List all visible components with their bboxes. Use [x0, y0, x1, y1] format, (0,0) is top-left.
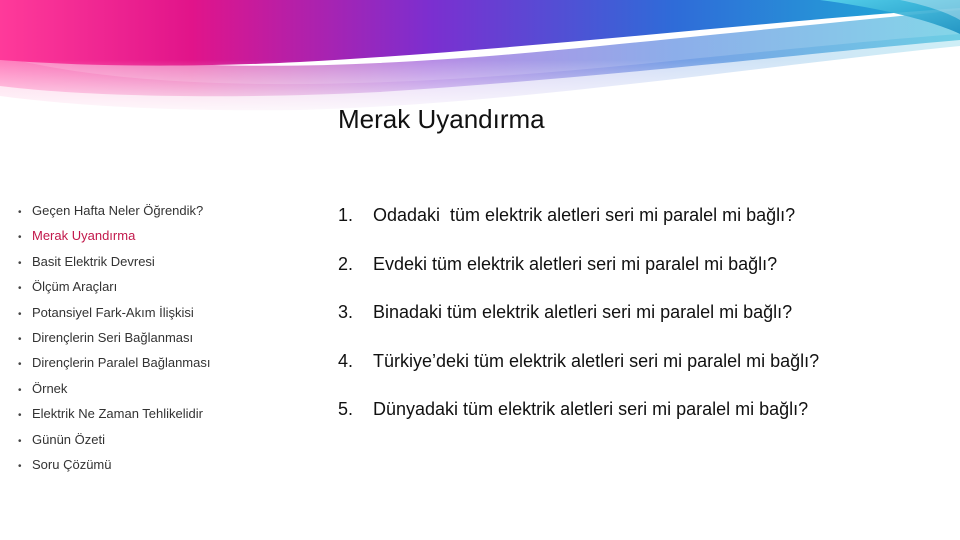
question-number: 1.: [338, 205, 354, 225]
agenda-item-label: Merak Uyandırma: [32, 228, 136, 244]
bullet-icon: •: [18, 384, 22, 396]
agenda-item: [18, 300, 318, 325]
question-text: Dünyadaki tüm elektrik aletleri seri mi paralel mi bağlı?: [373, 399, 809, 419]
question-text: Türkiye’deki tüm elektrik aletleri seri mi paralel mi bağlı?: [373, 350, 820, 371]
bullet-icon: •: [18, 410, 22, 422]
agenda-item: [18, 223, 318, 248]
question-number: 4.: [338, 350, 354, 371]
question-item: [338, 293, 948, 342]
agenda-item-label: Elektrik Ne Zaman Tehlikelidir: [32, 406, 203, 422]
agenda-item-label: Günün Özeti: [32, 431, 105, 447]
bullet-icon: •: [18, 283, 22, 295]
agenda-list: [18, 198, 318, 477]
question-text: Evdeki tüm elektrik aletleri seri mi paralel mi bağlı?: [373, 253, 778, 274]
agenda-item: [18, 452, 318, 477]
agenda-item: [18, 249, 318, 274]
bullet-icon: •: [18, 257, 22, 269]
question-text: Binadaki tüm elektrik aletleri seri mi paralel mi bağlı?: [373, 302, 793, 322]
agenda-item-label: Dirençlerin Paralel Bağlanması: [32, 355, 211, 371]
question-item: [338, 196, 948, 245]
question-text: Odadaki tüm elektrik aletleri seri mi paralel mi bağlı?: [373, 205, 796, 225]
question-number: 5.: [338, 399, 354, 419]
agenda-item: [18, 401, 318, 426]
agenda-item-label: Potansiyel Fark-Akım İlişkisi: [32, 304, 194, 320]
agenda-item-label: Soru Çözümü: [32, 456, 112, 472]
agenda-item: [18, 376, 318, 401]
agenda-item-label: Örnek: [32, 380, 68, 396]
agenda-item: [18, 427, 318, 452]
slide-title: Merak Uyandırma: [338, 104, 545, 134]
agenda-item: [18, 274, 318, 299]
decorative-color-band: [0, 0, 960, 120]
agenda-item-label: Basit Elektrik Devresi: [32, 253, 155, 269]
bullet-icon: •: [18, 435, 22, 447]
question-number: 2.: [338, 253, 354, 274]
agenda-item-label: Dirençlerin Seri Bağlanması: [32, 329, 194, 345]
bullet-icon: •: [18, 308, 22, 320]
agenda-item-label: Geçen Hafta Neler Öğrendik?: [32, 203, 204, 218]
agenda-item-label: Ölçüm Araçları: [32, 279, 118, 295]
question-item: [338, 342, 948, 391]
question-item: [338, 245, 948, 294]
question-list: [338, 196, 948, 439]
question-item: [338, 390, 948, 439]
bullet-icon: •: [18, 359, 22, 371]
question-number: 3.: [338, 302, 354, 322]
bullet-icon: •: [18, 232, 22, 244]
bullet-icon: •: [18, 333, 22, 345]
agenda-item: [18, 325, 318, 350]
bullet-icon: •: [18, 207, 22, 218]
bullet-icon: •: [18, 460, 22, 472]
agenda-item: [18, 198, 318, 223]
agenda-item: [18, 350, 318, 375]
